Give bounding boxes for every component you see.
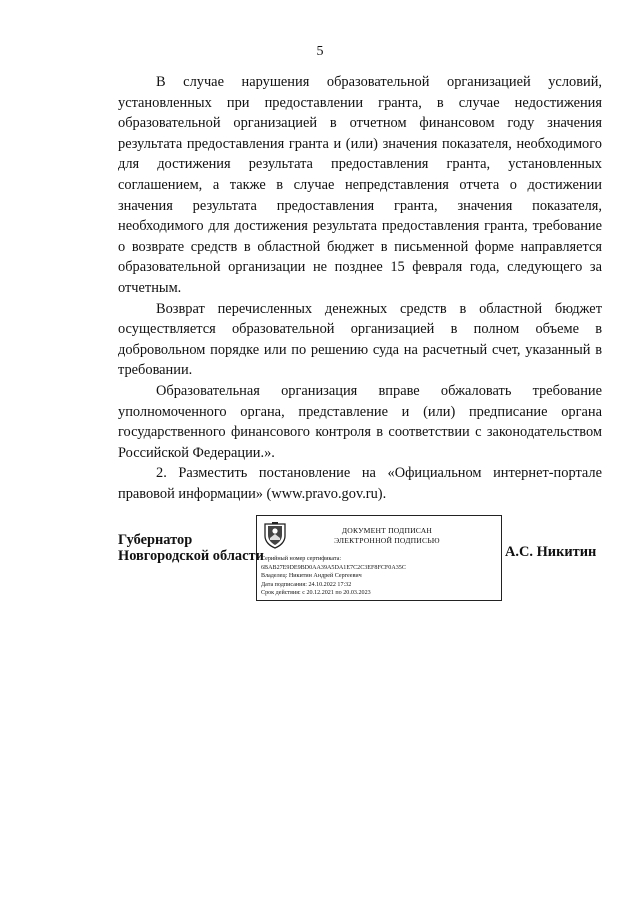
paragraph-grant-violation: В случае нарушения образовательной организацией условий, установленных при предоставлении гранта, в случае недостижения образовательной организацией в отчетном финансовом году значения результата предоставления гранта и (или) значения показателя, необходимого для достижения результата предоставления гранта, установленных соглашением, а также в случае непредставления отчета о достижении значения результата предоставления гранта, значения показателя, необходимого для достижения результата предоставления гранта, требование о возврате средств в областной бюджет в письменной форме направляется образовательной организации не позднее 15 февраля года, следующего за отчетным. xyxy=(118,74,602,296)
paragraph-appeal-right: Образовательная организация вправе обжаловать требование уполномоченного органа, представление и (или) предписание органа государственного финансового контроля в соответствии с законодательством Российской Федерации.». xyxy=(118,382,602,461)
signatory-title-line2: Новгородской области xyxy=(118,547,264,564)
stamp-heading-line1: ДОКУМЕНТ ПОДПИСАН xyxy=(341,526,433,535)
paragraph-funds-return: Возврат перечисленных денежных средств в областной бюджет осуществляется образовательной организацией в полном объеме в добровольном порядке или по решению суда на расчетный счет, указанный в требовании. xyxy=(118,300,602,379)
certificate-serial-value: 6BAB27E9DE9BD0AA39A5DA1E7C2C3EF8FCF0A35C xyxy=(261,564,406,571)
stamp-heading-line2: ЭЛЕКТРОННОЙ ПОДПИСЬЮ xyxy=(334,536,440,545)
page-number: 5 xyxy=(316,44,324,59)
signing-date: Дата подписания: 24.10.2022 17:32 xyxy=(261,581,352,588)
paragraph-publication: 2. Разместить постановление на «Официальном интернет-портале правовой информации» (www.pravo.gov.ru). xyxy=(118,465,602,502)
stamp-details xyxy=(261,555,501,598)
signatory-title-line1: Губернатор xyxy=(118,532,193,548)
document-body xyxy=(118,72,602,504)
stamp-heading xyxy=(297,526,477,546)
coat-of-arms-icon xyxy=(262,521,288,549)
certificate-owner: Владелец: Никитин Андрей Сергеевич xyxy=(261,573,362,580)
electronic-signature-stamp xyxy=(256,515,502,601)
certificate-validity: Срок действия: с 20.12.2021 по 20.03.2023 xyxy=(261,590,371,597)
certificate-serial-label: Серийный номер сертификата: xyxy=(261,556,342,562)
signatory-title xyxy=(118,533,263,564)
signatory-name: А.С. Никитин xyxy=(505,544,597,560)
